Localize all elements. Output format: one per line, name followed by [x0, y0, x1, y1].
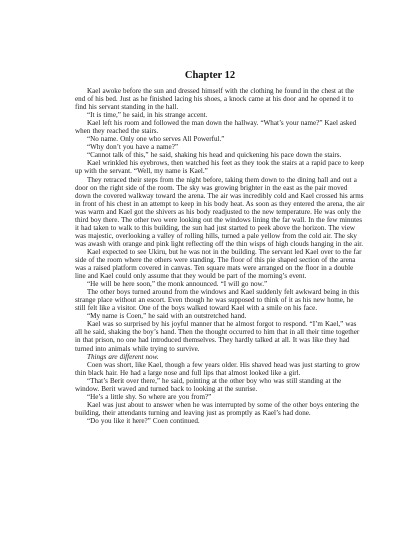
paragraph: Kael wrinkled his eyebrows, then watched his feet as they took the stairs at a rapid pace to keep up with the servant. “Well, my name is Kael.” [75, 159, 365, 176]
paragraph: Kael awoke before the sun and dressed himself with the clothing he found in the chest at the end of his bed. Just as he finished lacing his shoes, a knock came at his door and he opened it to find his servant standing in the hall. [75, 87, 354, 112]
paragraph: “Why don’t you have a name?” [87, 143, 178, 152]
italic-thought: Things are different now. [87, 352, 159, 361]
chapter-body [75, 87, 365, 425]
paragraph: “He will be here soon,” the monk announced. “I will go now.” [87, 280, 268, 289]
paragraph: Kael was just about to answer when he was interrupted by some of the other boys entering the building, their attendants turning and leaving just as promptly as Kael’s had done. [75, 400, 360, 417]
paragraph: Kael left his room and followed the man down the hallway. “What’s your name?” Kael asked when they reached the stairs. [75, 119, 357, 136]
paragraph: “My name is Coen,” he said with an outstretched hand. [87, 312, 247, 321]
paragraph: “Do you like it here?” Coen continued. [87, 416, 200, 425]
paragraph: “Cannot talk of this,” he said, shaking his head and quickening his pace down the stairs. [87, 151, 342, 160]
chapter-title: Chapter 12 [184, 70, 236, 81]
paragraph: “He’s a little shy. So where are you from?” [87, 392, 212, 401]
paragraph: Coen was short, like Kael, though a few years older. His shaved head was just starting to grow thin black hair. He had a large nose and full lips that almost looked like a girl. [75, 360, 361, 377]
paragraph: “No name. Only one who serves All Powerful.” [87, 135, 225, 144]
paragraph: The other boys turned around from the windows and Kael suddenly felt awkward being in this strange place without an escort. Even though he was supposed to think of it as his new home, he still felt like a visitor. One of the boys walked toward Kael with a smile on his face. [75, 288, 360, 313]
paragraph: Kael was so surprised by his joyful manner that he almost forgot to respond. “I’m Kael,” was all he said, shaking the boy’s hand. Then the thought occurred to him that in all their time together in that prison, no one had introduced themselves. They hardly talked at all. It was like they had turned into animals while trying to survive. [75, 320, 360, 353]
paragraph: “It is time,” he said, in his strange accent. [87, 111, 208, 120]
paragraph: Kael expected to see Ukiru, but he was not in the building. The servant led Kael over to the far side of the room where the others were standing. The floor of this pie shaped section of the arena was a raised platform covered in canvas. Ten square mats were arranged on the floor in a double line and Kael could only assume that they would be part of the morning’s event. [75, 247, 362, 281]
paragraph: “That’s Berit over there,” he said, pointing at the other boy who was still standing at the window. Berit waved and turned back to looking at the sunrise. [75, 376, 342, 393]
paragraph: They retraced their steps from the night before, taking them down to the dining hall and out a door on the right side of the room. The sky was growing brighter in the east as the pair moved down the covered walkway toward the arena. The air was incredibly cold and Kael crossed his arms in front of his chest in an attempt to keep in his body heat. As soon as they entered the arena, the air was warm and Kael got the shivers as his body readjusted to the new temperature. He was only the third boy there. The other two were looking out the windows lining the far wall. In the few minutes it had taken to walk to this building, the sun had just started to peek above the horizon. The view was majestic, overlooking a valley of rolling hills, turned a pale yellow from the cold air. The sky was awash with orange and pink light reflecting off the thin wisps of high clouds hanging in the air. [75, 175, 365, 248]
